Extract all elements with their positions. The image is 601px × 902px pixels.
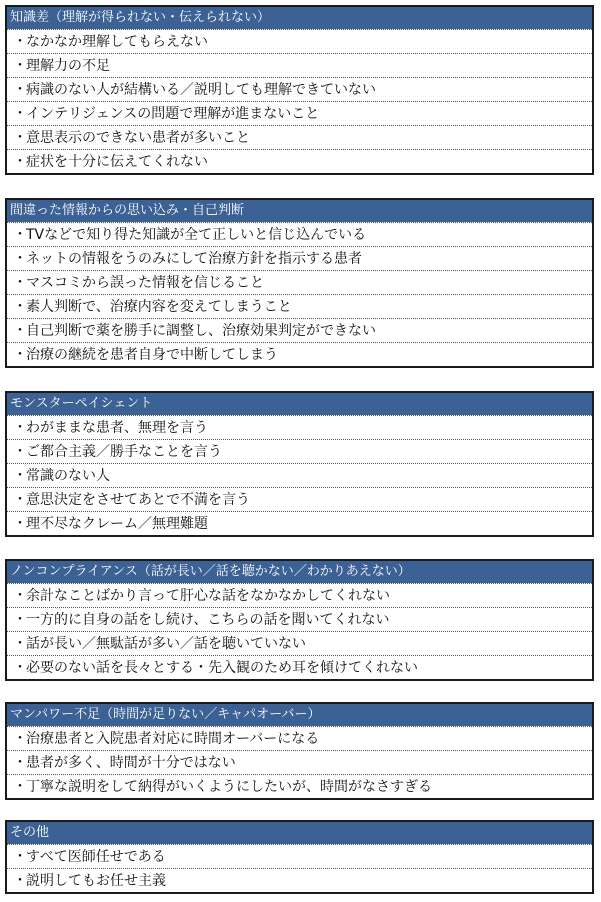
bullet: ・: [13, 588, 27, 604]
section-monster-patient: [5, 391, 594, 537]
list-item: [7, 101, 592, 125]
bullet: ・: [13, 227, 27, 243]
bullet: ・: [13, 58, 27, 74]
list-item-text: 治療の継続を患者自身で中断してしまう: [26, 347, 278, 363]
list-item-text: 自己判断で薬を勝手に調整し、治療効果判定ができない: [26, 323, 376, 339]
list-item-text: 余計なことばかり言って肝心な話をなかなかしてくれない: [26, 588, 390, 604]
list-item: [7, 29, 592, 53]
section-title: モンスターペイシェント: [7, 393, 592, 415]
list-item-text: 症状を十分に伝えてくれない: [26, 154, 208, 170]
list-item: [7, 583, 592, 607]
list-item-text: インテリジェンスの問題で理解が進まないこと: [26, 106, 320, 122]
list-item-text: 話が長い／無駄話が多い／話を聴いていない: [26, 636, 306, 652]
list-item-text: TVなどで知り得た知識が全て正しいと信じ込んでいる: [26, 227, 367, 243]
list-item: [7, 726, 592, 750]
list-item: [7, 53, 592, 77]
list-item-text: すべて医師任せである: [26, 849, 166, 865]
bullet: ・: [13, 779, 27, 795]
bullet: ・: [13, 299, 27, 315]
list-item: [7, 439, 592, 463]
bullet: ・: [13, 468, 27, 484]
list-item-text: ネットの情報をうのみにして治療方針を指示する患者: [26, 251, 362, 267]
section-title: 知識差（理解が得られない・伝えられない）: [7, 7, 592, 29]
bullet: ・: [13, 873, 27, 889]
list-item-text: わがままな患者、無理を言う: [26, 420, 208, 436]
list-item: [7, 149, 592, 173]
list-item: [7, 246, 592, 270]
bullet: ・: [13, 444, 27, 460]
list-item-text: 意思表示のできない患者が多いこと: [26, 130, 250, 146]
bullet: ・: [13, 347, 27, 363]
bullet: ・: [13, 130, 27, 146]
list-item-text: 説明してもお任せ主義: [26, 873, 166, 889]
list-item-text: 治療患者と入院患者対応に時間オーバーになる: [26, 731, 320, 747]
list-item: [7, 607, 592, 631]
bullet: ・: [13, 849, 27, 865]
list-item: [7, 222, 592, 246]
list-item-text: 理解力の不足: [26, 58, 110, 74]
section-title: ノンコンプライアンス（話が長い／話を聴かない／わかりあえない）: [7, 561, 592, 583]
bullet: ・: [13, 636, 27, 652]
list-item-text: ご都合主義／勝手なことを言う: [26, 444, 222, 460]
section-noncompliance: [5, 559, 594, 681]
list-item: [7, 868, 592, 892]
bullet: ・: [13, 420, 27, 436]
list-item-text: 患者が多く、時間が十分ではない: [26, 755, 236, 771]
list-item-text: 一方的に自身の話をし続け、こちらの話を聞いてくれない: [26, 612, 390, 628]
bullet: ・: [13, 660, 27, 676]
bullet: ・: [13, 34, 27, 50]
bullet: ・: [13, 275, 27, 291]
list-item-text: 病識のない人が結構いる／説明しても理解できていない: [26, 82, 376, 98]
list-item-text: 常識のない人: [26, 468, 110, 484]
list-item-text: マスコミから誤った情報を信じること: [26, 275, 264, 291]
section-title: その他: [7, 822, 592, 844]
list-item-text: 意思決定をさせてあとで不満を言う: [26, 492, 250, 508]
bullet: ・: [13, 323, 27, 339]
bullet: ・: [13, 82, 27, 98]
bullet: ・: [13, 251, 27, 267]
list-item-text: 理不尽なクレーム／無理難題: [26, 516, 208, 532]
section-knowledge-gap: [5, 5, 594, 175]
section-manpower-shortage: [5, 702, 594, 800]
list-item: [7, 463, 592, 487]
section-other: [5, 820, 594, 894]
list-item: [7, 511, 592, 535]
section-title: マンパワー不足（時間が足りない／キャパオーバー）: [7, 704, 592, 726]
bullet: ・: [13, 755, 27, 771]
list-item: [7, 750, 592, 774]
list-item: [7, 631, 592, 655]
list-item: [7, 294, 592, 318]
list-item: [7, 342, 592, 366]
list-item: [7, 318, 592, 342]
list-item-text: 素人判断で、治療内容を変えてしまうこと: [26, 299, 292, 315]
list-item-text: 必要のない話を長々とする・先入観のため耳を傾けてくれない: [26, 660, 418, 676]
list-item: [7, 774, 592, 798]
bullet: ・: [13, 106, 27, 122]
list-item-text: なかなか理解してもらえない: [26, 34, 208, 50]
bullet: ・: [13, 731, 27, 747]
list-item: [7, 77, 592, 101]
section-misinformation: [5, 198, 594, 368]
section-title: 間違った情報からの思い込み・自己判断: [7, 200, 592, 222]
list-item: [7, 655, 592, 679]
bullet: ・: [13, 492, 27, 508]
list-item: [7, 487, 592, 511]
bullet: ・: [13, 612, 27, 628]
bullet: ・: [13, 516, 27, 532]
list-item: [7, 125, 592, 149]
list-item-text: 丁寧な説明をして納得がいくようにしたいが、時間がなさすぎる: [26, 779, 432, 795]
list-item: [7, 270, 592, 294]
bullet: ・: [13, 154, 27, 170]
list-item: [7, 415, 592, 439]
list-item: [7, 844, 592, 868]
